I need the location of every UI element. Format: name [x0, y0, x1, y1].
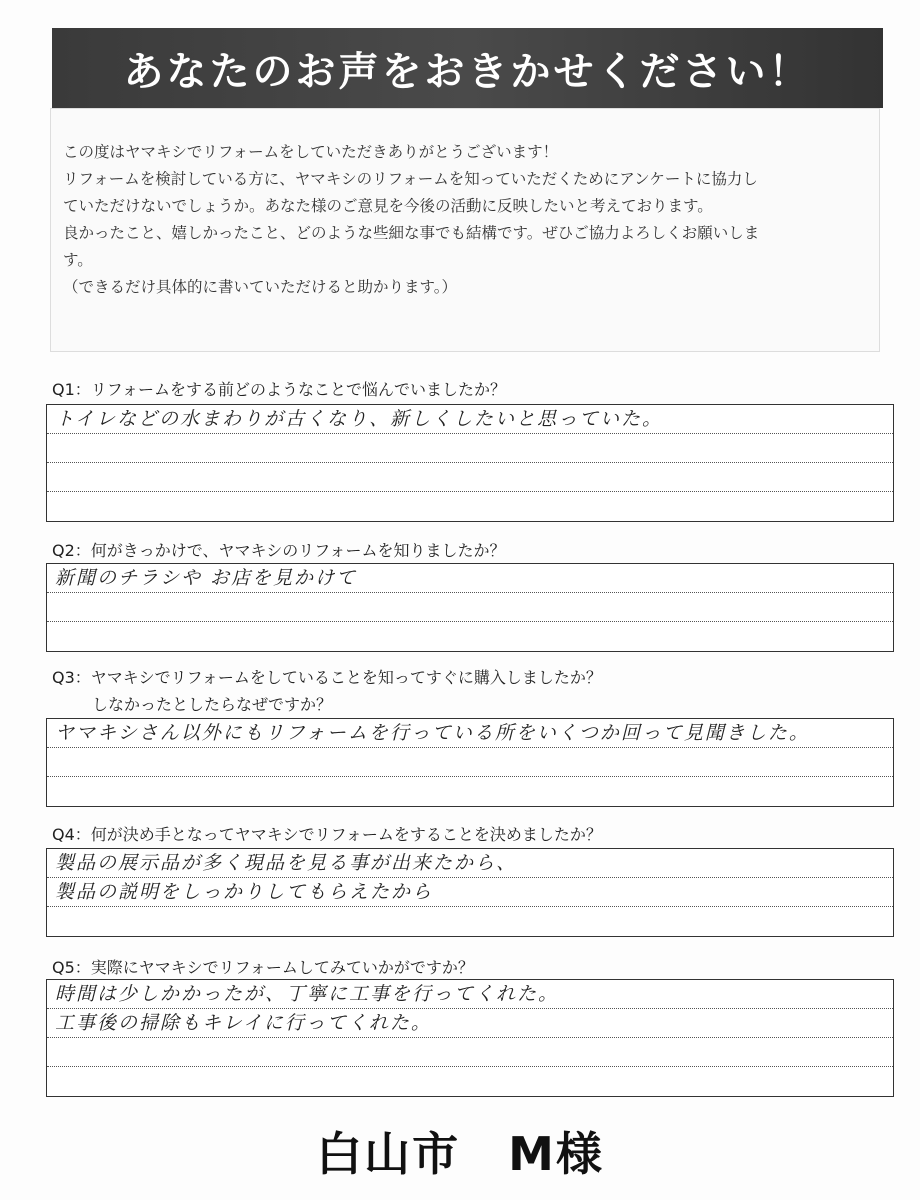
- answer-line: 時間は少しかかったが、丁寧に工事を行ってくれた。: [47, 980, 893, 1009]
- answer-line: ヤマキシさん以外にもリフォームを行っている所をいくつか回って見聞きした。: [47, 719, 893, 748]
- q1-answer-box: [46, 404, 894, 522]
- intro-line: ていただけないでしょうか。あなた様のご意見を今後の活動に反映したいと考えております。: [63, 197, 713, 215]
- intro-line: （できるだけ具体的に書いていただけると助かります。）: [63, 278, 458, 296]
- intro-line: リフォームを検討している方に、ヤマキシのリフォームを知っていただくためにアンケートに協力し: [63, 170, 758, 188]
- survey-header: [52, 28, 883, 108]
- customer-name: 白山市 M様: [316, 1127, 604, 1181]
- q5-label: Q5：実際にヤマキシでリフォームしてみていかがですか？: [52, 958, 474, 977]
- q2-answer-box: [46, 563, 894, 652]
- intro-line: 良かったこと、嬉しかったこと、どのような些細な事でも結構です。ぜひご協力よろしくお願いしま: [63, 224, 760, 242]
- answer-line: [47, 907, 893, 936]
- q1-label: Q1：リフォームをする前どのようなことで悩んでいましたか？: [52, 380, 506, 399]
- answer-line: [47, 492, 893, 521]
- intro-box: [50, 108, 880, 352]
- q3-answer-box: [46, 718, 894, 807]
- q3-sublabel: しなかったとしたらなぜですか？: [92, 695, 333, 714]
- answer-line: 製品の展示品が多く現品を見る事が出来たから、: [47, 849, 893, 878]
- answer-line: トイレなどの水まわりが古くなり、新しくしたいと思っていた。: [47, 405, 893, 434]
- answer-line: [47, 622, 893, 651]
- q4-answer-box: [46, 848, 894, 937]
- answer-line: 製品の説明をしっかりしてもらえたから: [47, 878, 893, 907]
- answer-line: 新聞のチラシや お店を見かけて: [47, 564, 893, 593]
- q4-label: Q4：何が決め手となってヤマキシでリフォームをすることを決めましたか？: [52, 825, 602, 844]
- answer-line: [47, 748, 893, 777]
- q5-answer-box: [46, 979, 894, 1097]
- answer-line: [47, 463, 893, 492]
- q3-label: Q3：ヤマキシでリフォームをしていることを知ってすぐに購入しましたか？: [52, 668, 602, 687]
- answer-line: [47, 434, 893, 463]
- answer-line: 工事後の掃除もキレイに行ってくれた。: [47, 1009, 893, 1038]
- q2-label: Q2：何がきっかけで、ヤマキシのリフォームを知りましたか？: [52, 541, 506, 560]
- survey-title: あなたのお声をおきかせください！: [123, 48, 812, 95]
- answer-line: [47, 1067, 893, 1096]
- answer-line: [47, 593, 893, 622]
- answer-line: [47, 777, 893, 806]
- intro-line: この度はヤマキシでリフォームをしていただきありがとうございます！: [63, 143, 559, 161]
- answer-line: [47, 1038, 893, 1067]
- intro-line: す。: [63, 251, 93, 269]
